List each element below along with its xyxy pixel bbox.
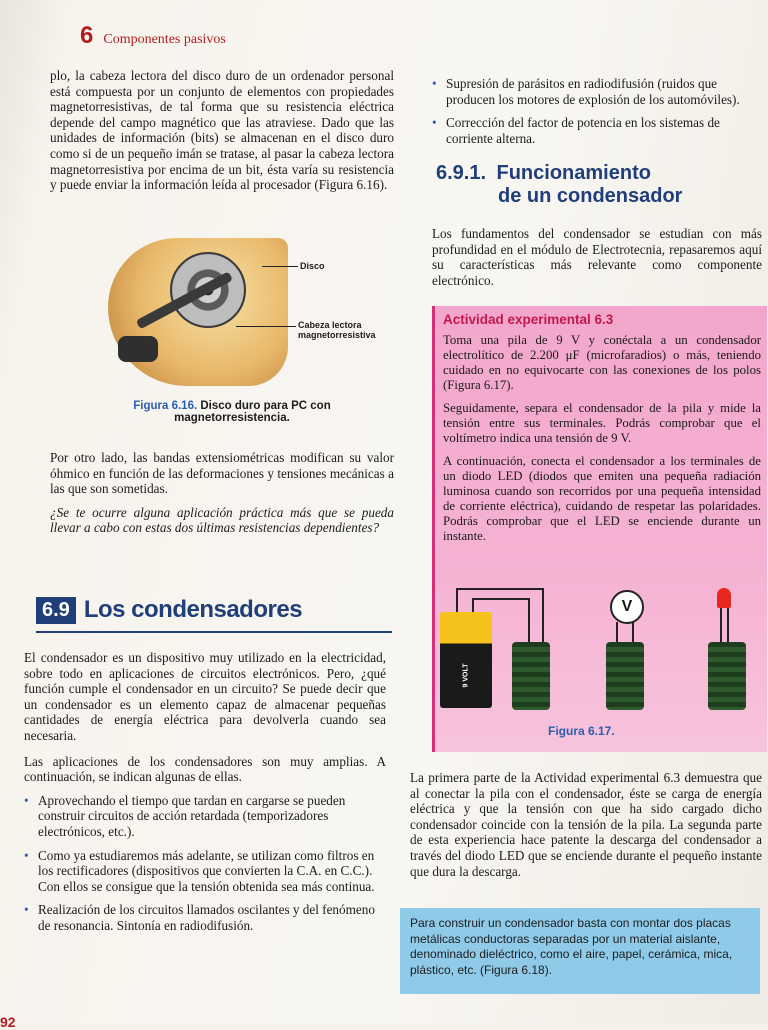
wire	[472, 598, 528, 600]
activity-step-1: Toma una pila de 9 V y conéctala a un condensador electrolítico de 2.200 μF (microfaradios) o más, teniendo cuidado en no equivocarte con las conexiones de los polos (Figura 6.17).	[443, 333, 761, 392]
label-cabeza-lectora: Cabeza lectora magnetorresistiva	[298, 320, 376, 340]
section-title: Los condensadores	[83, 596, 303, 623]
intro-paragraph: plo, la cabeza lectora del disco duro de un ordenador personal está compuesta por un conjunto de elementos con propiedades magnetorresistivas, de tal forma que su resistencia eléctrica depende del campo magnético que las atraviese. Dado que las unidades de información (bits) se almacenan en el disco duro como si de un pequeño imán se tratase, al pasar la cabeza lectora magnetorresistiva por encima de un bit, ésta varía su resistencia y puede enviar la información leída al procesador (Figura 6.16).	[50, 68, 394, 193]
wire	[542, 588, 544, 646]
right-result-text	[410, 770, 762, 887]
right-fund-text	[432, 226, 762, 296]
wire	[616, 622, 618, 644]
leader-line-disco	[262, 266, 298, 267]
question-paragraph: ¿Se te ocurre alguna aplicación práctica más que se pueda llevar a cabo con estas dos últimas resistencias dependientes?	[50, 504, 394, 536]
section-underline	[36, 631, 392, 633]
activity-step-2: Seguidamente, separa el condensador de la pila y mide la tensión entre sus terminales. Podrás comprobar que el voltímetro indica una tensión de 9 V.	[443, 401, 761, 445]
figure-6-17-caption: Figura 6.17.	[548, 724, 615, 738]
left-intro	[50, 68, 394, 201]
left-bottom-text	[24, 650, 386, 942]
list-item: • Aprovechando el tiempo que tardan en cargarse se pueden construir circuitos de acción retardada (temporizadores electrónicos, etc.).	[24, 793, 386, 840]
voltmeter-symbol: V	[610, 590, 644, 624]
chapter-title: Componentes pasivos	[103, 32, 226, 47]
arm-base	[118, 336, 158, 362]
section-number: 6.9	[36, 597, 76, 624]
list-item: • Realización de los circuitos llamados oscilantes y del fenómeno de resonancia. Sintonía en radiodifusión.	[24, 902, 386, 933]
capacitor	[708, 642, 746, 710]
capacitor	[606, 642, 644, 710]
note-text: Para construir un condensador basta con montar dos placas metálicas conductoras separadas por un material aislante, denominado dieléctrico, como el aire, papel, cerámica, mica, plástico, etc. (Figura 6.18).	[410, 916, 733, 977]
applications-list-continued	[432, 76, 762, 146]
bandas-paragraph: Por otro lado, las bandas extensiométricas modifican su valor óhmico en función de las deformaciones y tensiones mecánicas a las que son sometidas.	[50, 450, 394, 497]
subsection-title-line1: Funcionamiento	[496, 162, 651, 184]
wire	[456, 588, 542, 590]
list-item: • Corrección del factor de potencia en los sistemas de corriente alterna.	[432, 115, 762, 146]
wire	[456, 588, 458, 614]
activity-step-3: A continuación, conecta el condensador a los terminales de un diodo LED (diodos que emiten una pequeña radiación luminosa cuando son recorridos por una pequeña intensidad de corriente eléctrica), cuidando de respetar las polaridades. Podrás comprobar que el LED se enciende durante un instante.	[443, 454, 761, 543]
figure-6-16-caption	[112, 400, 352, 424]
chapter-number: 6	[80, 22, 94, 49]
apps-paragraph: Las aplicaciones de los condensadores son muy amplias. A continuación, se indican algunas de ellas.	[24, 753, 386, 785]
led-diode	[717, 588, 731, 608]
figure-6-16	[108, 238, 298, 386]
wire	[727, 608, 729, 644]
page-number: 92	[0, 1014, 16, 1030]
figure-number: Figura 6.16.	[133, 400, 198, 412]
section-heading	[36, 596, 302, 624]
list-item: • Supresión de parásitos en radiodifusión (ruidos que producen los motores de explosión de los automóviles).	[432, 76, 762, 107]
leader-line-cabeza	[236, 326, 296, 327]
battery-label: 9 VOLT	[462, 663, 470, 688]
info-note	[400, 908, 760, 994]
subsection-number: 6.9.1.	[436, 162, 487, 184]
battery-9v	[440, 612, 492, 708]
list-item: • Como ya estudiaremos más adelante, se utilizan como filtros en los rectificadores (dispositivos que convierten la C.A. en C.C.). Con ellos se consigue que la tensión obtenida sea más continua.	[24, 848, 386, 895]
fundamentos-paragraph: Los fundamentos del condensador se estudian con más profundidad en el módulo de Electrotecnia, repasaremos aquí su características más relevante como componente electrónico.	[432, 226, 762, 288]
subsection-heading	[436, 162, 682, 208]
label-disco: Disco	[300, 261, 325, 271]
chapter-header	[80, 22, 226, 50]
capacitor	[512, 642, 550, 710]
wire	[720, 608, 722, 644]
figure-6-17	[438, 582, 758, 722]
right-top-list	[432, 76, 762, 154]
applications-list	[24, 793, 386, 934]
condensador-paragraph: El condensador es un dispositivo muy utilizado en la electricidad, sobre todo en aplicaciones de circuitos electrónicos. Pero, ¿qué función cumple el condensador en un circuito? Se puede decir que un condensador es un elemento capaz de almacenar pequeñas cantidades de energía eléctrica para devolverla cuando sea necesaria.	[24, 650, 386, 743]
activity-title: Actividad experimental 6.3	[443, 312, 614, 327]
activity-content	[443, 312, 761, 552]
wire	[528, 598, 530, 646]
figure-caption-text: Disco duro para PC con magnetorresistencia.	[174, 400, 331, 424]
subsection-title-line2: de un condensador	[498, 185, 683, 207]
wire	[632, 622, 634, 644]
result-paragraph: La primera parte de la Actividad experimental 6.3 demuestra que al conectar la pila con el condensador, éste se carga de energía eléctrica y que la tensión con que ha sido cargado dicho condensador coincide con la tensión de la pila. La segunda parte de esta experiencia hace patente la descarga del condensador a través del diodo LED que se enciende durante el pequeño instante que dura la descarga.	[410, 770, 762, 879]
left-middle-text	[50, 450, 394, 544]
